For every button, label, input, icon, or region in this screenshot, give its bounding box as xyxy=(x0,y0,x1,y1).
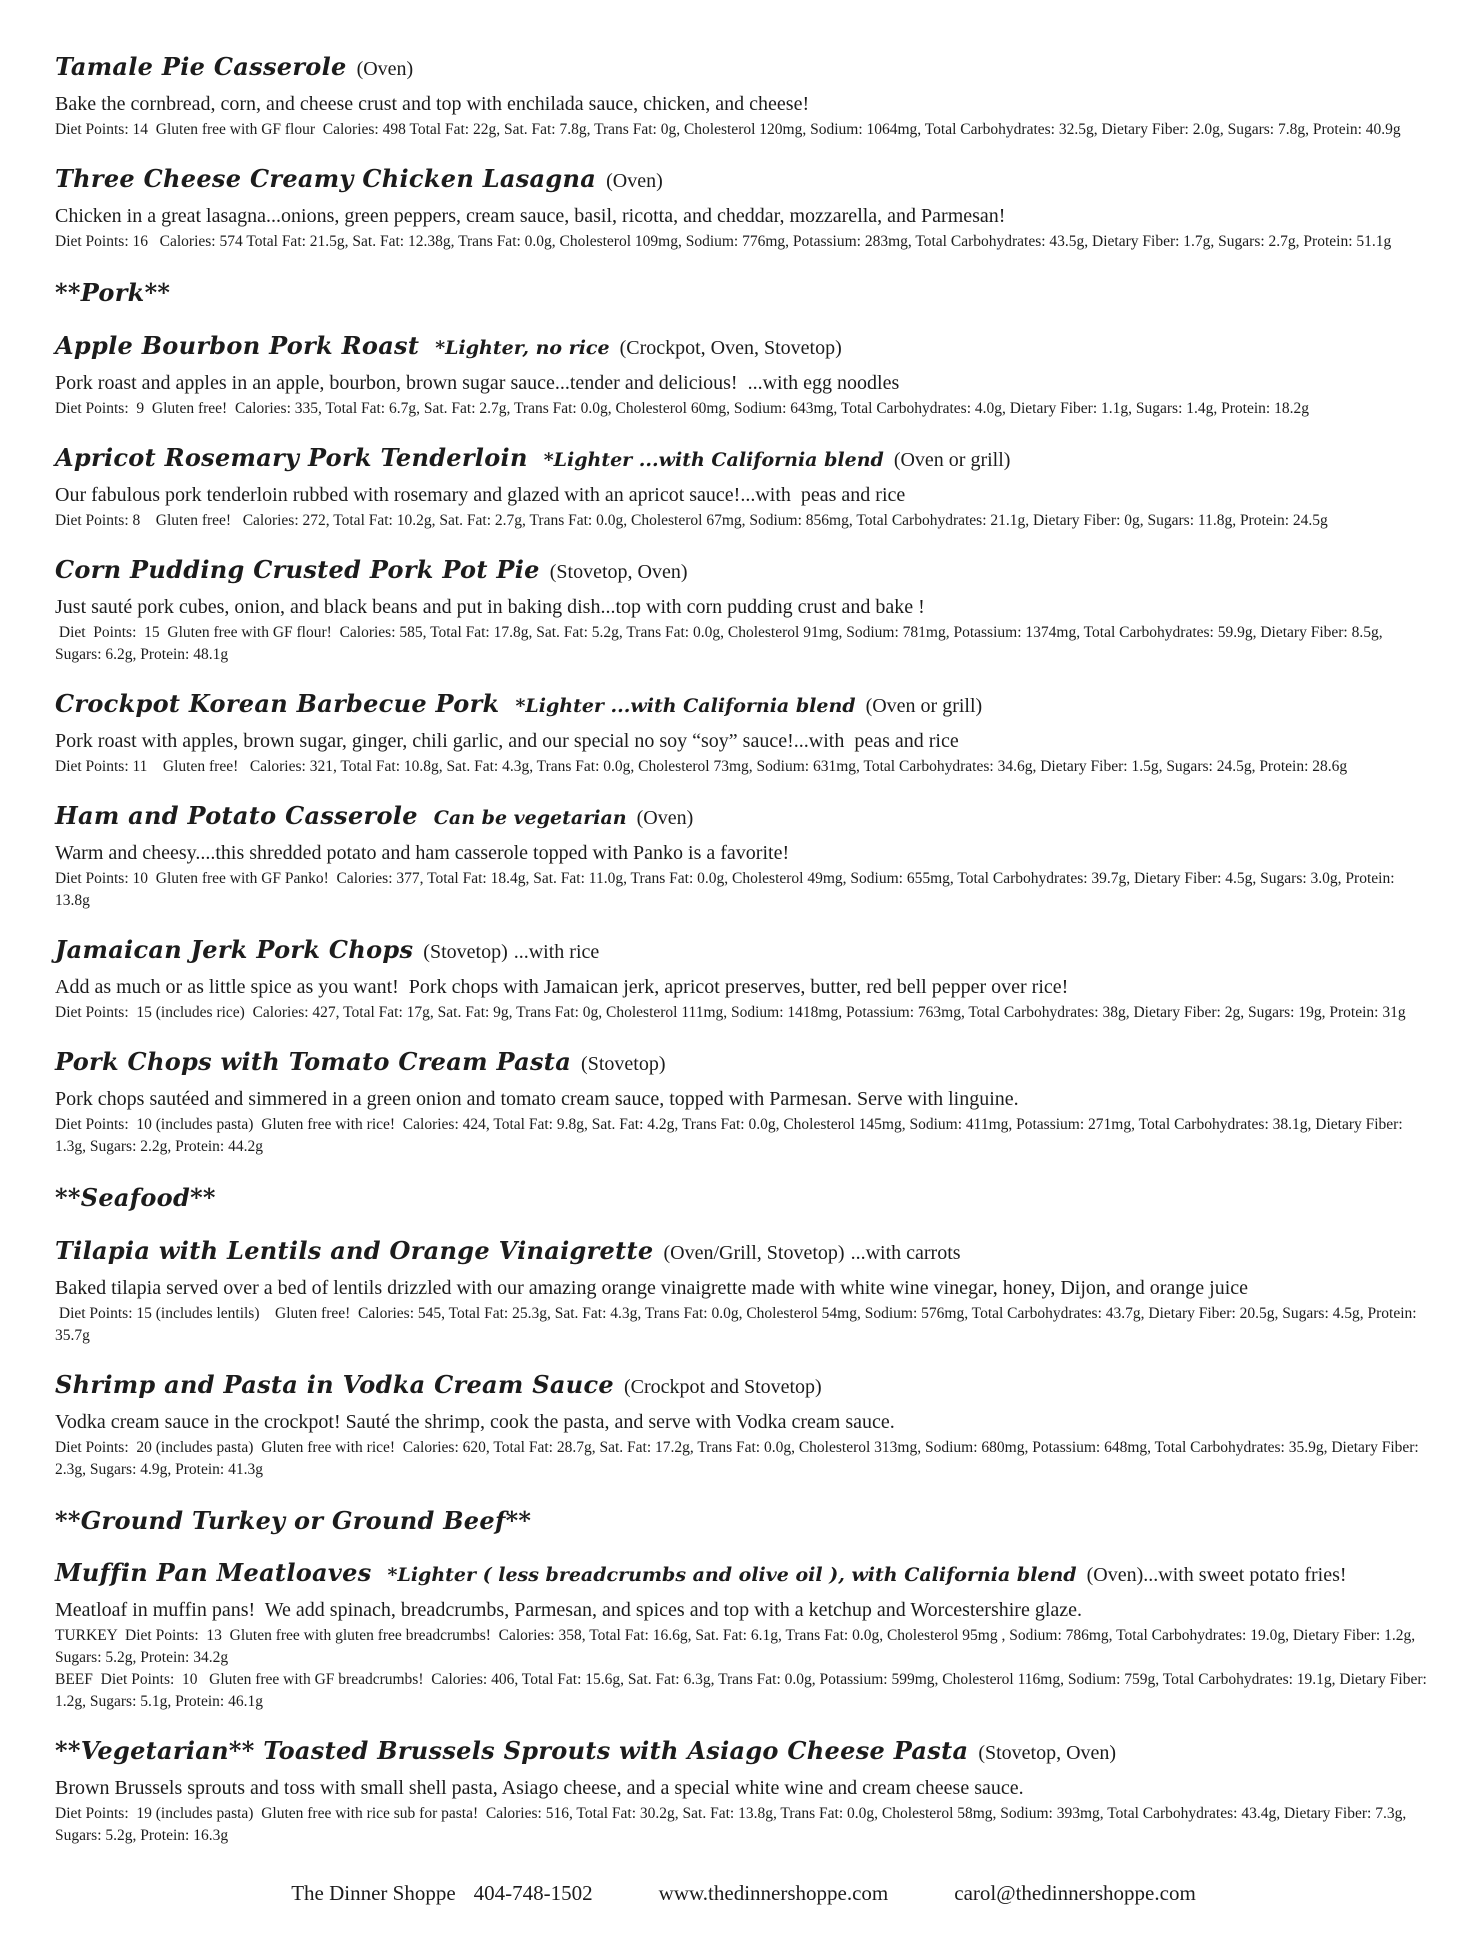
dish-nutrition xyxy=(55,1803,1432,1847)
dish-nutrition xyxy=(55,510,1432,532)
nutrition-line: Diet Points: 8 Gluten free! Calories: 272, Total Fat: 10.2g, Sat. Fat: 2.7g, Trans Fat: 0.0g, Cholesterol 67mg, Sodium: 856mg, Total Carbohydrates: 21.1g, Dietary Fiber: 0g, Sugars: 11.8g, Protein: 24.5g xyxy=(55,511,1328,529)
section-header: **Pork** xyxy=(55,278,171,307)
dish-method: (Oven) xyxy=(636,806,694,829)
dish-note: *Lighter ...with California blend xyxy=(543,448,884,471)
dish-description: Bake the cornbread, corn, and cheese crust and top with enchilada sauce, chicken, and cheese! xyxy=(55,93,810,115)
dish-description: Pork roast and apples in an apple, bourbon, brown sugar sauce...tender and delicious! ...with egg noodles xyxy=(55,371,900,394)
dish-note: *Lighter ...with California blend xyxy=(515,694,856,717)
dish-nutrition xyxy=(55,398,1432,420)
dish-nutrition xyxy=(55,868,1432,912)
dish-description: Just sauté pork cubes, onion, and black beans and put in baking dish...top with corn pudding crust and bake ! xyxy=(55,595,925,618)
menu-item xyxy=(55,555,1432,666)
dish-name: Tilapia with Lentils and Orange Vinaigrette xyxy=(55,1235,654,1265)
dish-name: **Vegetarian** Toasted Brussels Sprouts with Asiago Cheese Pasta xyxy=(55,1736,969,1766)
dish-name: Crockpot Korean Barbecue Pork xyxy=(55,688,500,718)
dish-method: (Oven)...with sweet potato fries! xyxy=(1086,1564,1347,1587)
dish-name: Tamale Pie Casserole xyxy=(55,52,347,81)
dish-description: Add as much or as little spice as you want! Pork chops with Jamaican jerk, apricot preserves, butter, red bell pepper over rice! xyxy=(55,975,1069,998)
section-header: **Seafood** xyxy=(55,1182,216,1212)
section-header: **Ground Turkey or Ground Beef** xyxy=(55,1505,532,1535)
menu-item xyxy=(55,52,1432,141)
dish-name: Three Cheese Creamy Chicken Lasagna xyxy=(55,164,597,193)
nutrition-line: Diet Points: 20 (includes pasta) Gluten free with rice! Calories: 620, Total Fat: 28.7g, Sat. Fat: 17.2g, Trans Fat: 0.0g, Cholesterol 313mg, Sodium: 680mg, Potassium: 648mg, Total Carbohydrates: 35.9g, Dietary Fiber: 2.3g, Sugars: 4.9g, Protein: 41.3g xyxy=(55,1438,1423,1478)
dish-heading xyxy=(55,1558,1432,1588)
nutrition-line: Diet Points: 14 Gluten free with GF flour Calories: 498 Total Fat: 22g, Sat. Fat: 7.8g, Trans Fat: 0g, Cholesterol 120mg, Sodium: 1064mg, Total Carbohydrates: 32.5g, Dietary Fiber: 2.0g, Sugars: 7.8g, Protein: 40.9g xyxy=(55,121,1401,138)
dish-heading xyxy=(55,555,1432,585)
dish-heading xyxy=(55,443,1432,473)
nutrition-line: TURKEY Diet Points: 13 Gluten free with gluten free breadcrumbs! Calories: 358, Total Fat: 16.6g, Sat. Fat: 6.1g, Trans Fat: 0.0g, Cholesterol 95mg , Sodium: 786mg, Total Carbohydrates: 19.0g, Dietary Fiber: 1.2g, Sugars: 5.2g, Protein: 34.2g xyxy=(55,1627,1419,1667)
menu-items xyxy=(55,52,1432,1847)
nutrition-line: Diet Points: 10 Gluten free with GF Panko! Calories: 377, Total Fat: 18.4g, Sat. Fat: 11.0g, Trans Fat: 0.0g, Cholesterol 49mg, Sodium: 655mg, Total Carbohydrates: 39.7g, Dietary Fiber: 4.5g, Sugars: 3.0g, Protein: 13.8g xyxy=(55,869,1399,909)
menu-item xyxy=(55,1047,1432,1158)
dish-method: (Crockpot, Oven, Stovetop) xyxy=(619,336,842,359)
dish-heading xyxy=(55,331,1432,361)
dish-description: Baked tilapia served over a bed of lentils drizzled with our amazing orange vinaigrette made with white wine vinegar, honey, Dijon, and orange juice xyxy=(55,1276,1249,1299)
dish-description: Warm and cheesy....this shredded potato and ham casserole topped with Panko is a favorite! xyxy=(55,841,790,864)
menu-item xyxy=(55,331,1432,420)
dish-nutrition xyxy=(55,622,1432,666)
dish-method: (Crockpot and Stovetop) xyxy=(623,1375,822,1398)
dish-note: *Lighter ( less breadcrumbs and olive oil ), with California blend xyxy=(387,1564,1077,1587)
dish-method: (Oven) xyxy=(356,58,414,80)
dish-name: Apricot Rosemary Pork Tenderloin xyxy=(55,442,528,472)
dish-method: (Oven or grill) xyxy=(865,694,983,717)
nutrition-line: Diet Points: 15 (includes rice) Calories: 427, Total Fat: 17g, Sat. Fat: 9g, Trans Fat: 0g, Cholesterol 111mg, Sodium: 1418mg, Potassium: 763mg, Total Carbohydrates: 38g, Dietary Fiber: 2g, Sugars: 19g, Protein: 31g xyxy=(55,1003,1406,1021)
dish-suffix: ...with carrots xyxy=(850,1241,961,1264)
nutrition-line: Diet Points: 11 Gluten free! Calories: 321, Total Fat: 10.8g, Sat. Fat: 4.3g, Trans Fat: 0.0g, Cholesterol 73mg, Sodium: 631mg, Total Carbohydrates: 34.6g, Dietary Fiber: 1.5g, Sugars: 24.5g, Protein: 28.6g xyxy=(55,757,1348,775)
dish-description: Pork roast with apples, brown sugar, ginger, chili garlic, and our special no soy “soy” sauce!...with peas and rice xyxy=(55,729,959,752)
dish-name: Ham and Potato Casserole xyxy=(55,800,418,830)
dish-description: Brown Brussels sprouts and toss with small shell pasta, Asiago cheese, and a special white wine and cream cheese sauce. xyxy=(55,1777,1024,1800)
dish-nutrition xyxy=(55,231,1432,253)
nutrition-line: Diet Points: 19 (includes pasta) Gluten free with rice sub for pasta! Calories: 516, Total Fat: 30.2g, Sat. Fat: 13.8g, Trans Fat: 0.0g, Cholesterol 58mg, Sodium: 393mg, Total Carbohydrates: 43.4g, Dietary Fiber: 7.3g, Sugars: 5.2g, Protein: 16.3g xyxy=(55,1805,1411,1845)
dish-method: (Oven) xyxy=(606,170,663,192)
dish-nutrition xyxy=(55,119,1432,141)
dish-heading xyxy=(55,164,1432,194)
dish-description: Chicken in a great lasagna...onions, green peppers, cream sauce, basil, ricotta, and cheddar, mozzarella, and Parmesan! xyxy=(55,205,1006,227)
dish-method: (Stovetop, Oven) xyxy=(978,1742,1117,1765)
dish-description: Pork chops sautéed and simmered in a green onion and tomato cream sauce, topped with Parmesan. Serve with linguine. xyxy=(55,1087,1019,1110)
footer xyxy=(55,1847,1432,1950)
dish-description: Vodka cream sauce in the crockpot! Sauté the shrimp, cook the pasta, and serve with Vodka cream sauce. xyxy=(55,1410,895,1433)
menu-item xyxy=(55,689,1432,778)
dish-name: Apple Bourbon Pork Roast xyxy=(55,330,420,360)
menu-item xyxy=(55,443,1432,532)
phone-number: 404-748-1502 xyxy=(473,1881,593,1906)
email-link[interactable]: carol@thedinnershoppe.com xyxy=(954,1881,1196,1906)
dish-nutrition xyxy=(55,1002,1432,1024)
dish-method: (Stovetop, Oven) xyxy=(549,560,688,583)
dish-name: Shrimp and Pasta in Vodka Cream Sauce xyxy=(55,1369,614,1399)
dish-nutrition xyxy=(55,1114,1432,1158)
nutrition-line: Diet Points: 10 (includes pasta) Gluten free with rice! Calories: 424, Total Fat: 9.8g, Sat. Fat: 4.2g, Trans Fat: 0.0g, Cholesterol 145mg, Sodium: 411mg, Potassium: 271mg, Total Carbohydrates: 38.1g, Dietary Fiber: 1.3g, Sugars: 2.2g, Protein: 44.2g xyxy=(55,1115,1407,1155)
dish-method: (Stovetop) xyxy=(423,940,508,963)
dish-method: (Oven or grill) xyxy=(893,448,1011,471)
dish-heading xyxy=(55,1047,1432,1077)
dish-heading xyxy=(55,935,1432,965)
dish-nutrition xyxy=(55,1303,1432,1347)
business-name: The Dinner Shoppe xyxy=(291,1881,456,1906)
dish-suffix: ...with rice xyxy=(513,940,600,963)
menu-item xyxy=(55,935,1432,1024)
website-link[interactable]: www.thedinnershoppe.com xyxy=(658,1881,889,1906)
dish-name: Muffin Pan Meatloaves xyxy=(55,1558,372,1588)
dish-nutrition xyxy=(55,1437,1432,1481)
dish-heading xyxy=(55,689,1432,719)
dish-method: (Stovetop) xyxy=(581,1052,666,1075)
menu-item xyxy=(55,801,1432,912)
dish-name: Corn Pudding Crusted Pork Pot Pie xyxy=(55,554,540,584)
dish-heading xyxy=(55,801,1432,831)
dish-name: Jamaican Jerk Pork Chops xyxy=(55,934,414,964)
menu-item xyxy=(55,1736,1432,1847)
dish-description: Our fabulous pork tenderloin rubbed with rosemary and glazed with an apricot sauce!...with peas and rice xyxy=(55,483,906,506)
dish-description: Meatloaf in muffin pans! We add spinach, breadcrumbs, Parmesan, and spices and top with a ketchup and Worcestershire glaze. xyxy=(55,1599,1083,1622)
dish-heading xyxy=(55,1736,1432,1766)
menu-item xyxy=(55,164,1432,253)
dish-nutrition xyxy=(55,1625,1432,1713)
dish-heading xyxy=(55,1370,1432,1400)
nutrition-line: Diet Points: 16 Calories: 574 Total Fat: 21.5g, Sat. Fat: 12.38g, Trans Fat: 0.0g, Cholesterol 109mg, Sodium: 776mg, Potassium: 283mg, Total Carbohydrates: 43.5g, Dietary Fiber: 1.7g, Sugars: 2.7g, Protein: 51.1g xyxy=(55,233,1392,250)
dish-note: *Lighter, no rice xyxy=(435,336,610,359)
menu-item xyxy=(55,1558,1432,1713)
dish-name: Pork Chops with Tomato Cream Pasta xyxy=(55,1046,572,1076)
nutrition-line: Diet Points: 9 Gluten free! Calories: 335, Total Fat: 6.7g, Sat. Fat: 2.7g, Trans Fat: 0.0g, Cholesterol 60mg, Sodium: 643mg, Total Carbohydrates: 4.0g, Dietary Fiber: 1.1g, Sugars: 1.4g, Protein: 18.2g xyxy=(55,399,1309,417)
dish-method: (Oven/Grill, Stovetop) xyxy=(663,1241,845,1264)
dish-note: Can be vegetarian xyxy=(433,806,627,829)
menu-item xyxy=(55,1236,1432,1347)
menu-item xyxy=(55,1370,1432,1481)
dish-heading xyxy=(55,52,1432,82)
nutrition-line: BEEF Diet Points: 10 Gluten free with GF breadcrumbs! Calories: 406, Total Fat: 15.6g, Sat. Fat: 6.3g, Trans Fat: 0.0g, Potassium: 599mg, Cholesterol 116mg, Sodium: 759g, Total Carbohydrates: 19.1g, Dietary Fiber: 1.2g, Sugars: 5.1g, Protein: 46.1g xyxy=(55,1671,1431,1711)
nutrition-line: Diet Points: 15 Gluten free with GF flour! Calories: 585, Total Fat: 17.8g, Sat. Fat: 5.2g, Trans Fat: 0.0g, Cholesterol 91mg, Sodium: 781mg, Potassium: 1374mg, Total Carbohydrates: 59.9g, Dietary Fiber: 8.5g, Sugars: 6.2g, Protein: 48.1g xyxy=(55,623,1387,663)
dish-heading xyxy=(55,1236,1432,1266)
dish-nutrition xyxy=(55,756,1432,778)
nutrition-line: Diet Points: 15 (includes lentils) Gluten free! Calories: 545, Total Fat: 25.3g, Sat. Fat: 4.3g, Trans Fat: 0.0g, Cholesterol 54mg, Sodium: 576mg, Total Carbohydrates: 43.7g, Dietary Fiber: 20.5g, Sugars: 4.5g, Protein: 35.7g xyxy=(55,1304,1421,1344)
